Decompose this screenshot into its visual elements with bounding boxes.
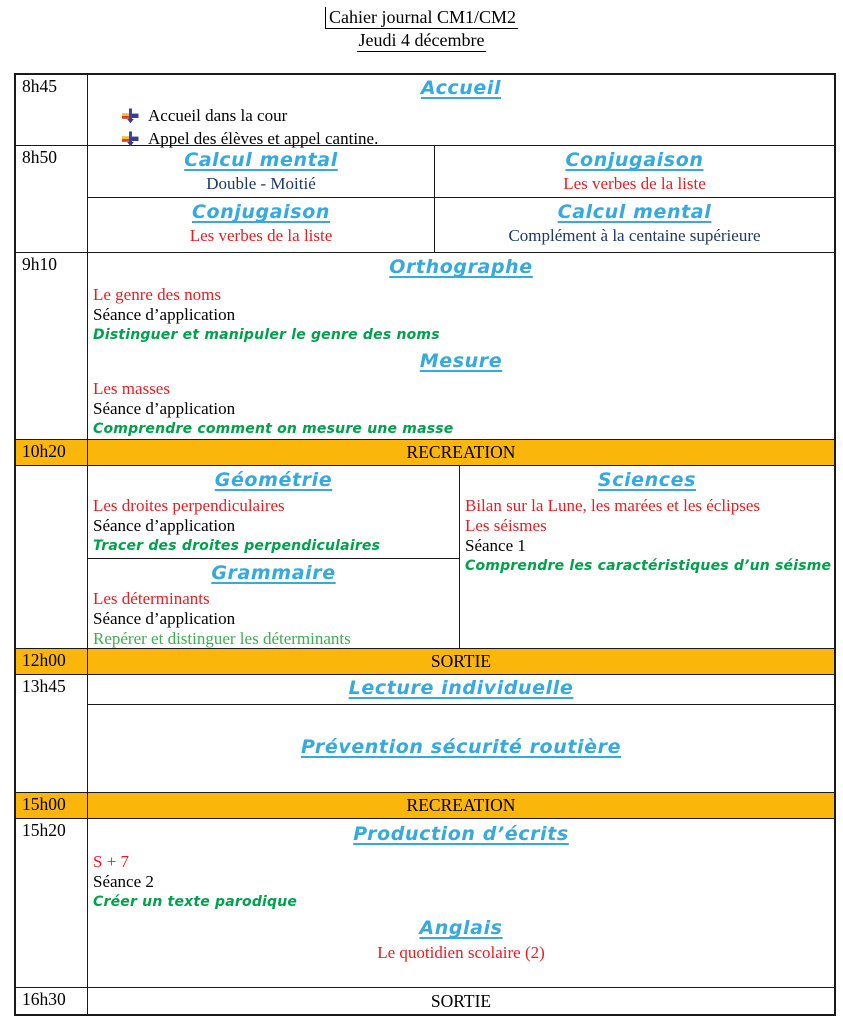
lecture-heading: Lecture individuelle <box>348 677 574 699</box>
geometrie-topic: Les droites perpendiculaires <box>93 496 285 515</box>
grammaire-seance: Séance d’application <box>93 609 236 628</box>
sciences-group <box>460 466 834 648</box>
row-10h20-recreation <box>16 440 834 466</box>
conjugaison-group2 <box>435 146 834 198</box>
slot-8h50-cell <box>88 146 834 252</box>
time-16h30: 16h30 <box>16 988 88 1014</box>
time-9h10: 9h10 <box>16 253 88 439</box>
conjugaison-heading: Conjugaison <box>192 201 330 223</box>
orthographe-objective: Distinguer et manipuler le genre des noms <box>93 327 440 343</box>
row-16h30-sortie <box>16 988 834 1014</box>
sciences-topic1: Bilan sur la Lune, les marées et les éclipses <box>465 496 761 515</box>
calcul-mental-group1 <box>88 146 434 198</box>
bullet-text: Accueil dans la cour <box>148 105 288 125</box>
time-12h00: 12h00 <box>16 649 88 674</box>
production-seance: Séance 2 <box>93 872 154 891</box>
sciences-objective: Comprendre les caractéristiques d’un séisme <box>465 558 832 574</box>
row-geometrie-sciences <box>16 466 834 649</box>
time-8h50: 8h50 <box>16 146 88 252</box>
prevention-heading: Prévention sécurité routière <box>300 736 622 758</box>
calcul-mental-group2 <box>435 198 834 250</box>
lecture-cell <box>88 675 834 705</box>
row-8h45 <box>16 75 834 146</box>
orthographe-topic: Le genre des noms <box>93 285 221 304</box>
accueil-cell <box>88 75 834 148</box>
calcul-mental-topic: Complément à la centaine supérieure <box>508 226 761 245</box>
row-12h00-sortie <box>16 649 834 675</box>
time-13h45: 13h45 <box>16 675 88 792</box>
accueil-heading: Accueil <box>420 77 502 99</box>
sciences-seance: Séance 1 <box>465 536 526 555</box>
mesure-seance: Séance d’application <box>93 399 236 418</box>
production-heading: Production d’écrits <box>353 823 569 845</box>
arrow-bullet-icon <box>122 108 139 124</box>
row-15h00-recreation <box>16 793 834 819</box>
mesure-topic: Les masses <box>93 379 170 398</box>
anglais-topic: Le quotidien scolaire (2) <box>377 943 545 962</box>
grammaire-group <box>88 559 459 649</box>
document-header <box>0 0 843 52</box>
geo-sciences-cell <box>88 466 834 648</box>
timetable <box>14 73 836 1016</box>
slot-9h10-cell <box>88 253 834 439</box>
anglais-heading: Anglais <box>419 917 503 939</box>
document-date: Jeudi 4 décembre <box>358 30 485 50</box>
orthographe-heading: Orthographe <box>389 256 533 278</box>
recreation-label: RECREATION <box>406 442 516 462</box>
mesure-heading: Mesure <box>419 350 503 372</box>
conjugaison-topic: Les verbes de la liste <box>563 174 706 193</box>
slot-8h50-left-column <box>88 146 435 252</box>
recreation-label: RECREATION <box>406 795 516 815</box>
slot-15h20-cell <box>88 819 834 987</box>
geometrie-heading: Géométrie <box>214 469 333 491</box>
sortie-label: SORTIE <box>430 651 492 671</box>
conjugaison-topic: Les verbes de la liste <box>189 226 333 245</box>
sciences-heading: Sciences <box>597 469 697 491</box>
slot-8h50-right-column <box>435 146 834 252</box>
geometrie-objective: Tracer des droites perpendiculaires <box>93 538 381 554</box>
row-15h20 <box>16 819 834 988</box>
conjugaison-heading: Conjugaison <box>565 149 704 171</box>
calcul-mental-heading: Calcul mental <box>184 149 338 171</box>
calcul-mental-topic: Double - Moitié <box>206 174 316 193</box>
arrow-bullet-icon <box>122 131 139 147</box>
mesure-objective: Comprendre comment on mesure une masse <box>93 421 454 437</box>
row-9h10 <box>16 253 834 440</box>
row-8h50 <box>16 146 834 253</box>
production-topic: S + 7 <box>93 852 130 871</box>
bullet-text: Appel des élèves et appel cantine. <box>148 128 379 148</box>
prevention-cell <box>88 705 834 790</box>
list-item <box>122 104 834 127</box>
sortie-label: SORTIE <box>430 991 492 1011</box>
geometrie-group <box>88 466 459 559</box>
time-15h00: 15h00 <box>16 793 88 818</box>
grammaire-topic: Les déterminants <box>93 589 210 608</box>
time-8h45: 8h45 <box>16 75 88 145</box>
conjugaison-group1 <box>88 198 434 250</box>
orthographe-seance: Séance d’application <box>93 305 236 324</box>
accueil-bullet-list <box>122 104 834 150</box>
document-title: Cahier journal CM1/CM2 <box>325 7 518 29</box>
time-10h20: 10h20 <box>16 440 88 465</box>
time-15h20: 15h20 <box>16 819 88 987</box>
calcul-mental-heading: Calcul mental <box>557 201 712 223</box>
time-empty <box>16 466 88 648</box>
row-13h45 <box>16 675 834 793</box>
sciences-topic2: Les séismes <box>465 516 547 535</box>
geo-left-column <box>88 466 460 648</box>
production-objective: Créer un texte parodique <box>93 894 298 910</box>
geometrie-seance: Séance d’application <box>93 516 236 535</box>
grammaire-objective: Repérer et distinguer les déterminants <box>93 629 351 648</box>
slot-13h45-cell <box>88 675 834 792</box>
grammaire-heading: Grammaire <box>211 562 336 584</box>
